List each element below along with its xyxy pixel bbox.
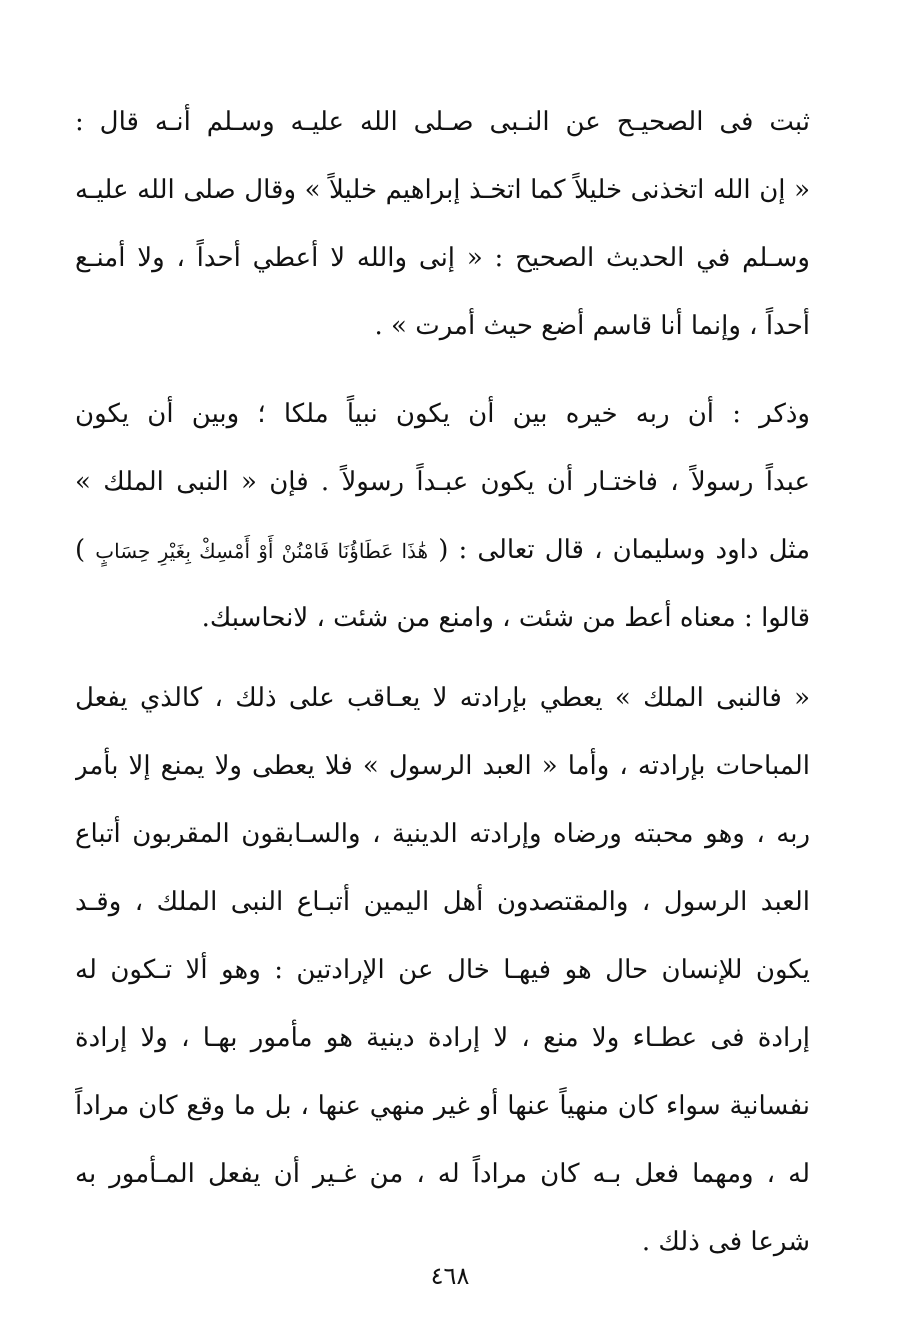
quran-verse: هَٰذَا عَطَاؤُنَا فَامْنُنْ أَوْ أَمْسِكْ بِغَيْرِ حِسَابٍ [95,539,429,563]
verse-close: ) [75,535,86,565]
text-line: قالوا : معناه أعط من شئت ، وامنع من شئت ، لانحاسبك. [201,603,810,633]
text-line: عبداً رسولاً ، فاختـار أن يكون عبـداً رسولاً . فإن « النبى الملك » [75,467,810,497]
paragraph-2 [75,380,810,652]
text-line: « إن الله اتخذنى خليلاً كما اتخـذ إبراهيم خليلاً » وقال صلى الله عليـه [75,175,810,205]
page-number: ٤٦٨ [430,1262,470,1290]
text-line: نفسانية سواء كان منهياً عنها أو غير منهي عنها ، بل ما وقع كان مراداً [75,1091,810,1121]
text-line: ربه ، وهو محبته ورضاه وإرادته الدينية ، والسـابقون المقربون أتباع [75,819,810,849]
paragraph-3 [75,664,810,1276]
text-line-with-verse [75,516,810,584]
text-line: شرعا فى ذلك . [641,1227,810,1257]
text-line: ثبت فى الصحيـح عن النـبى صـلى الله عليـه وسـلم أنـه قال : [75,107,810,137]
text-line: وذكر : أن ربه خيره بين أن يكون نبياً ملكا ؛ وبين أن يكون [75,399,810,429]
text-line: المباحات بإرادته ، وأما « العبد الرسول » فلا يعطى ولا يمنع إلا بأمر [75,751,810,781]
text-line: له ، ومهما فعل بـه كان مراداً له ، من غـير أن يفعل المـأمور به [75,1159,810,1189]
text-line: وسـلم في الحديث الصحيح : « إنى والله لا أعطي أحداً ، ولا أمنـع [75,243,810,273]
text-line: إرادة فى عطـاء ولا منع ، لا إرادة دينية هو مأمور بهـا ، ولا إرادة [75,1023,810,1053]
text-line: العبد الرسول ، والمقتصدون أهل اليمين أتبـاع النبى الملك ، وقـد [75,887,810,917]
text-line: يكون للإنسان حال هو فيهـا خال عن الإرادتين : وهو ألا تـكون له [75,955,810,985]
paragraph-1 [75,88,810,360]
text-line: أحداً ، وإنما أنا قاسم أضع حيث أمرت » . [374,311,810,341]
verse-intro: مثل داود وسليمان ، قال تعالى : ( [438,535,810,565]
text-line: « فالنبى الملك » يعطي بإرادته لا يعـاقب على ذلك ، كالذي يفعل [75,683,810,713]
